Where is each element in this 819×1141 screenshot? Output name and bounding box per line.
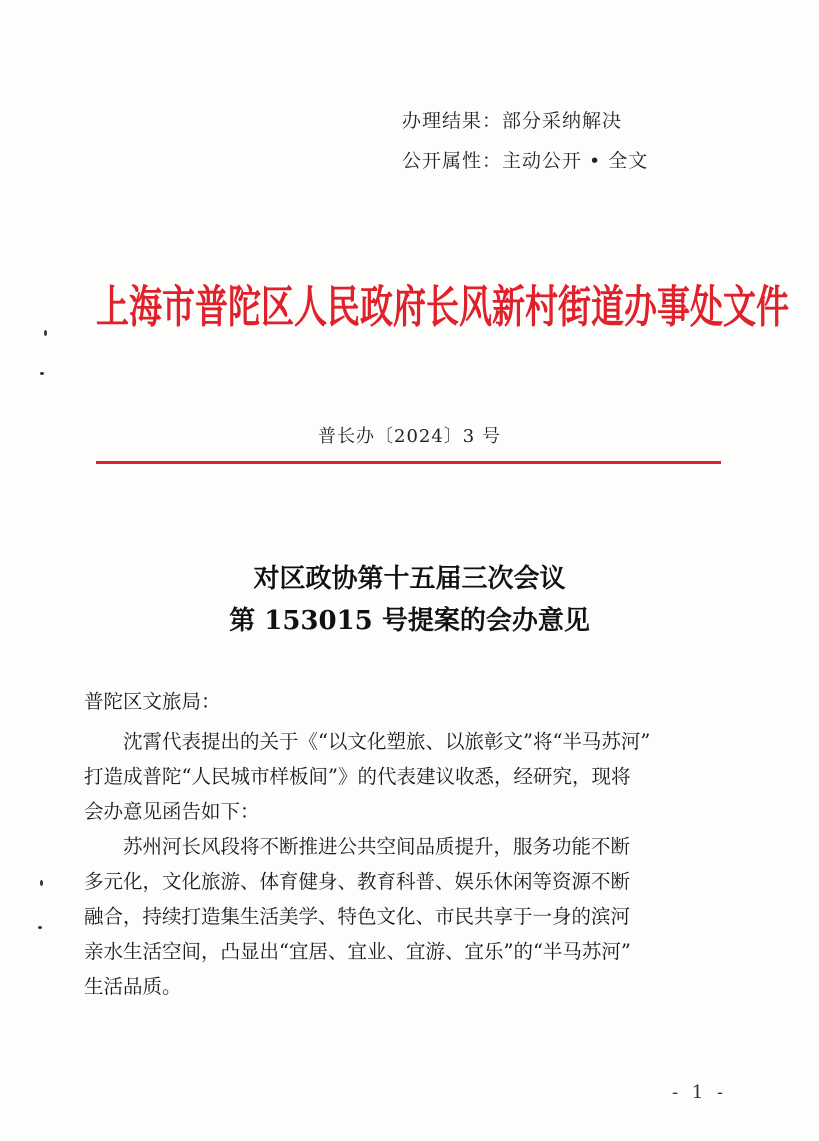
paragraph-1-line: 沈霄代表提出的关于《“以文化塑旅、以旅彰文”将“半马苏河” [84,730,651,753]
document-title-line-1: 对区政协第十五届三次会议 [253,564,566,594]
addressee: 普陀区文旅局： [84,690,221,713]
paragraph-1-line: 打造成普陀“人民城市样板间”》的代表建议收悉，经研究，现将 [84,765,631,788]
paragraph-2-line: 苏州河长风段将不断推进公共空间品质提升，服务功能不断 [84,835,631,858]
red-divider-rule [96,461,721,464]
document-number: 普长办〔2024〕3 号 [318,426,501,447]
paragraph-2 [84,829,724,1004]
paragraph-1-line: 会办意见函告如下： [84,800,260,823]
handling-result: 办理结果：部分采纳解决 [402,110,623,132]
paragraph-2-line: 亲水生活空间，凸显出“宜居、宜业、宜游、宜乐”的“半马苏河” [84,940,631,963]
disclosure-attribute: 公开属性：主动公开 • 全文 [402,150,649,172]
issuer-header: 上海市普陀区人民政府长风新村街道办事处文件 [96,280,789,333]
paragraph-2-line: 生活品质。 [84,975,182,998]
paragraph-2-line: 融合，持续打造集生活美学、特色文化、市民共享于一身的滨河 [84,905,631,928]
scan-speck [38,926,42,929]
scan-speck [40,880,43,886]
paragraph-2-line: 多元化，文化旅游、体育健身、教育科普、娱乐休闲等资源不断 [84,870,631,893]
scan-speck [44,330,47,336]
document-title-line-2: 第 153015 号提案的会办意见 [229,606,590,636]
page-number: - 1 - [672,1082,728,1103]
scan-speck [40,372,44,375]
paragraph-1 [84,724,724,829]
